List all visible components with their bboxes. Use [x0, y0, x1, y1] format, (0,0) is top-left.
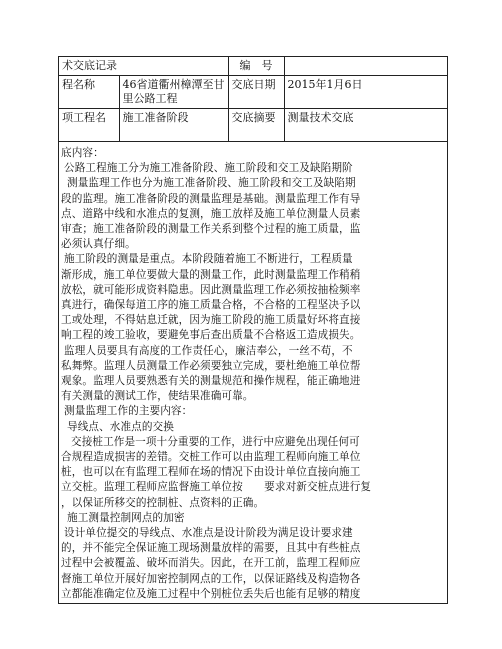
content-line: 真进行，确保每道工序的施工质量合格，不合格的工程坚决予以: [61, 299, 361, 312]
disclosure-record-form: [58, 56, 448, 604]
content-line: 导线点、水准点的交换: [67, 420, 174, 433]
content-line: 立都能准确定位及施工过程中个别桩位丢失后也能有足够的精度: [61, 587, 361, 600]
project-value: 46省道衢州樟潭至甘里公路工程: [119, 76, 228, 109]
content-line: 工或处理，不得姑息迁就，因为施工阶段的施工质量好坏将直接: [61, 314, 361, 327]
content-line: 必须认真仔细。: [61, 238, 136, 251]
content-line: 测量监理工作的主要内容：: [64, 405, 193, 418]
form-title: 术交底记录: [59, 57, 228, 76]
disclosure-content: [59, 142, 447, 602]
header-table: [59, 57, 447, 142]
section-value: 施工准备阶段: [119, 109, 228, 142]
date-value: 2015年1月6日: [284, 76, 447, 109]
content-line: 督施工单位开展好加密控制网点的工作，以保证路线及构造物各: [61, 572, 361, 585]
content-line: 施工测量控制网点的加密: [67, 511, 185, 524]
content-line: 测量监理工作也分为施工准备阶段、施工阶段和交工及缺陷期: [67, 177, 356, 190]
number-value: [284, 57, 447, 76]
project-label: 程名称: [59, 76, 119, 109]
content-line: 桩，也可以在有监理工程师在场的情况下由设计单位直接向施工: [61, 466, 361, 479]
content-line: 点、道路中线和水准点的复测，施工放样及施工单位测量人员素: [61, 207, 361, 220]
summary-label: 交底摘要: [228, 109, 284, 142]
content-heading: 底内容：: [61, 147, 104, 159]
content-line: 渐形成，施工单位要做大量的测量工作，此时测量监理工作稍稍: [61, 268, 361, 281]
number-label: 编 号: [228, 57, 284, 76]
content-line: 观象。监理人员要熟悉有关的测量规范和操作规程，能正确地进: [61, 375, 361, 388]
content-line: ，以保证所移交的控制桩、点资料的正确。: [61, 496, 265, 509]
content-line: 过程中会被覆盖、破坏而消失。因此，在开工前，监理工程师应: [61, 557, 361, 570]
content-line: 响工程的竣工验收，要避免事后查出质量不合格返工造成损失。: [61, 329, 361, 342]
content-line: 设计单位提交的导线点、水准点是设计阶段为满足设计要求建: [64, 527, 353, 540]
section-label: 项工程名: [59, 109, 119, 142]
content-line: 的，并不能完全保证施工现场测量放样的需要，且其中有些桩点: [61, 542, 361, 555]
content-line: 放松，就可能形成资料隐患。因此测量监理工作必须按抽检频率: [61, 283, 361, 296]
content-line: 交接桩工作是一项十分重要的工作，进行中应避免出现任何可: [71, 435, 360, 448]
content-line: 审查；施工准备阶段的测量工作关系到整个过程的施工质量，监: [61, 223, 361, 236]
content-line: 施工阶段的测量是重点。本阶段随着施工不断进行，工程质量: [64, 253, 353, 266]
content-line: 段的监理。施工准备阶段的测量监理是基础。测量监理工作有导: [61, 192, 361, 205]
content-line: 合规程造成损害的差错。交桩工作可以由监理工程师向施工单位: [61, 451, 361, 464]
content-line: 私舞弊。监理人员测量工作必须要独立完成，要杜绝施工单位帮: [61, 359, 361, 372]
content-line: 监理人员要具有高度的工作责任心，廉洁奉公，一丝不苟，不: [64, 344, 353, 357]
content-line: 公路工程施工分为施工准备阶段、施工阶段和交工及缺陷期阶: [64, 162, 353, 175]
content-line: 立交桩。监理工程师应监督施工单位按 要求对新交桩点进行复: [61, 481, 372, 494]
date-label: 交底日期: [228, 76, 284, 109]
summary-value: 测量技术交底: [284, 109, 447, 142]
content-line: 有关测量的测试工作，使结果准确可靠。: [61, 390, 254, 403]
